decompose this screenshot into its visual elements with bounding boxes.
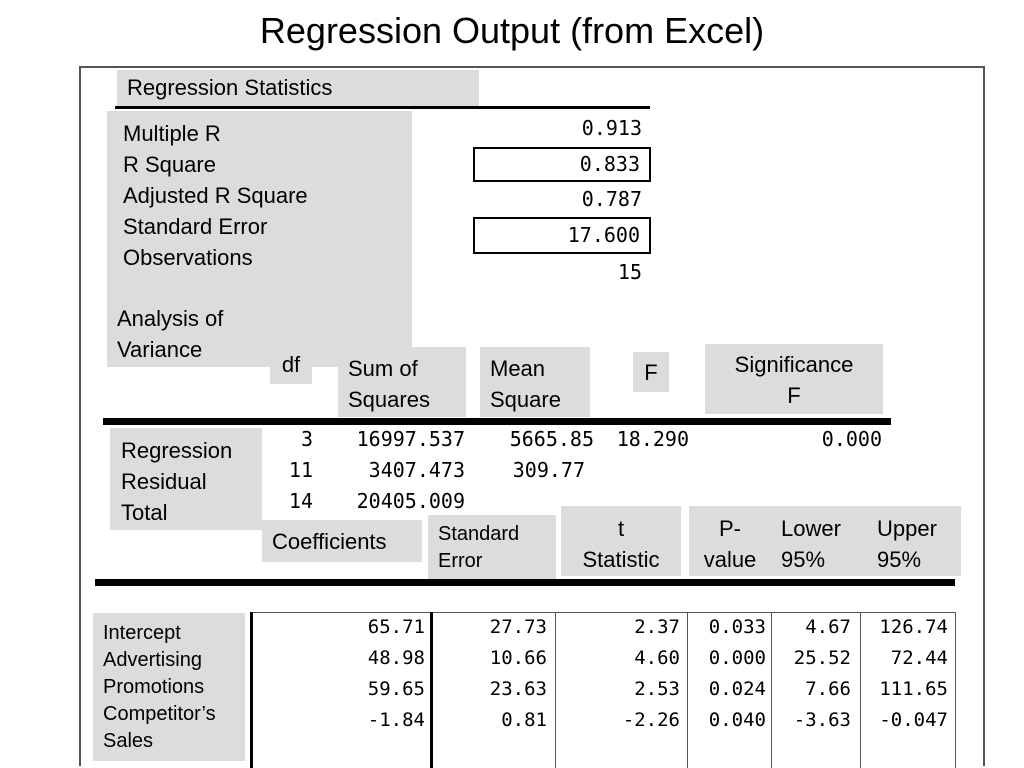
se-competitors-sales: 0.81 (501, 709, 547, 731)
value-multiple-r: 0.913 (581, 116, 642, 140)
regression-statistics-header: Regression Statistics (117, 70, 479, 106)
header-upper-95: Upper 95% (877, 516, 937, 572)
anova-ss-regression: 16997.537 (356, 427, 465, 451)
upper-advertising: 72.44 (890, 647, 948, 669)
anova-df-total: 14 (288, 489, 313, 513)
anova-title: Analysis of Variance (117, 306, 224, 362)
anova-ss-residual: 3407.473 (368, 458, 465, 482)
label-adjusted-r-square: Adjusted R Square (123, 183, 308, 208)
header-lower-95: Lower 95% (781, 516, 841, 572)
header-p-value: P- value (703, 516, 757, 572)
header-significance-f: Significance F (705, 344, 883, 414)
coef-divider (860, 612, 861, 768)
anova-ms-residual: 309.77 (512, 458, 585, 482)
lower-advertising: 25.52 (793, 647, 851, 669)
row-label-advertising: Advertising (103, 649, 202, 671)
label-standard-error: Standard Error (123, 214, 268, 239)
se-intercept: 27.73 (489, 616, 547, 638)
se-advertising: 10.66 (489, 647, 547, 669)
row-label-promotions: Promotions (103, 676, 205, 698)
statistics-labels (123, 118, 308, 273)
coef-competitors-sales: -1.84 (367, 709, 425, 731)
header-f: F (633, 352, 669, 392)
value-r-square: 0.833 (473, 147, 651, 182)
coef-divider (687, 612, 688, 768)
anova-row-labels (110, 428, 262, 530)
header-coefficients: Coefficients (262, 520, 422, 562)
t-promotions: 2.53 (634, 678, 680, 700)
regression-statistics-rule (115, 106, 650, 109)
upper-competitors-sales: -0.047 (879, 709, 948, 731)
row-label-residual: Residual (121, 469, 207, 494)
upper-intercept: 126.74 (879, 616, 948, 638)
coef-promotions: 59.65 (367, 678, 425, 700)
p-promotions: 0.024 (708, 678, 766, 700)
coef-divider (771, 612, 772, 768)
t-intercept: 2.37 (634, 616, 680, 638)
p-intercept: 0.033 (708, 616, 766, 638)
p-advertising: 0.000 (708, 647, 766, 669)
coef-intercept: 65.71 (367, 616, 425, 638)
page-title: Regression Output (from Excel) (259, 10, 765, 51)
value-observations: 15 (617, 260, 642, 284)
coefficients-rule (95, 579, 955, 586)
t-competitors-sales: -2.26 (622, 709, 680, 731)
header-t-statistic: t Statistic (561, 506, 681, 576)
value-adjusted-r-square: 0.787 (581, 187, 642, 211)
anova-f-regression: 18.290 (616, 427, 689, 451)
lower-promotions: 7.66 (805, 678, 851, 700)
header-sum-of-squares: Sum of Squares (338, 347, 466, 417)
header-standard-error: Standard Error (428, 515, 556, 579)
row-label-competitors: Competitor’s (103, 703, 216, 725)
anova-df-regression: 3 (300, 427, 313, 451)
anova-sig-regression: 0.000 (821, 427, 882, 451)
coef-divider (955, 612, 956, 768)
lower-competitors-sales: -3.63 (793, 709, 851, 731)
upper-promotions: 111.65 (879, 678, 948, 700)
anova-ms-regression: 5665.85 (509, 427, 594, 451)
lower-intercept: 4.67 (805, 616, 851, 638)
se-promotions: 23.63 (489, 678, 547, 700)
anova-rule (103, 418, 891, 425)
coef-advertising: 48.98 (367, 647, 425, 669)
row-label-regression: Regression (121, 438, 233, 463)
row-label-total: Total (121, 500, 168, 525)
row-label-intercept: Intercept (103, 622, 181, 644)
label-multiple-r: Multiple R (123, 121, 221, 146)
t-advertising: 4.60 (634, 647, 680, 669)
anova-df-residual: 11 (288, 458, 313, 482)
coef-divider (555, 612, 556, 768)
coef-divider (430, 612, 433, 768)
coef-table-left-border (250, 612, 253, 768)
anova-ss-total: 20405.009 (356, 489, 465, 513)
p-competitors-sales: 0.040 (708, 709, 766, 731)
header-df: df (270, 350, 312, 384)
row-label-sales: Sales (103, 730, 154, 752)
label-r-square: R Square (123, 152, 216, 177)
header-mean-square: Mean Square (480, 347, 590, 417)
coefficient-row-labels (93, 613, 245, 761)
value-standard-error: 17.600 (473, 217, 651, 254)
label-observations: Observations (123, 245, 253, 270)
